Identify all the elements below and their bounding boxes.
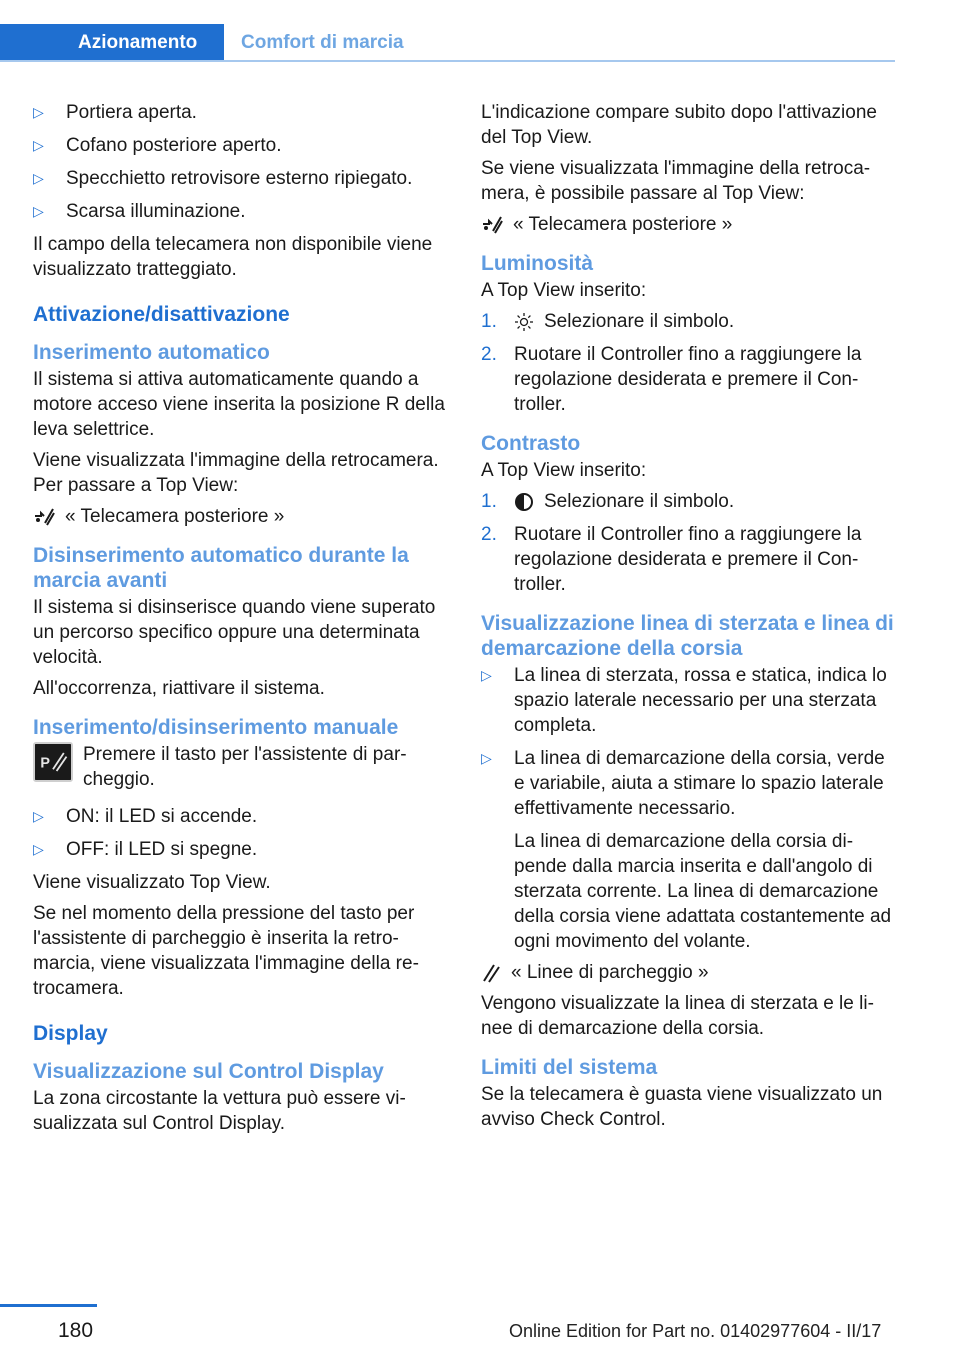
heading-visualizzazione: Visualizzazione sul Control Display [33,1060,384,1083]
triangle-bullet-icon: ▷ [33,170,44,186]
triangle-bullet-icon: ▷ [481,667,492,683]
brightness-icon [514,312,534,332]
triangle-bullet-icon: ▷ [481,750,492,766]
paragraph: La zona circostante la vettura può essere visualizzata sul Control Display. [33,1088,406,1134]
list-item: ▷ Cofano posteriore aperto. [33,135,282,156]
paragraph: Viene visualizzato Top View. [33,872,271,893]
triangle-bullet-icon: ▷ [33,203,44,219]
paragraph: Se nel momento della pressione del tasto per l'assistente di parcheggio è inserita la retromarcia, viene visualizzata l'immagine della retrocamera. [33,903,419,999]
triangle-bullet-icon: ▷ [33,104,44,120]
heading-display: Display [33,1022,108,1045]
triangle-bullet-icon: ▷ [33,808,44,824]
rear-camera-icon [33,507,55,527]
menu-path: « Telecamera posteriore » [33,504,453,529]
rear-camera-icon [481,215,503,235]
list-item: ▷ La linea di demarcazione della corsia, verde e variabile, aiuta a stimare lo spazio laterale effettivamente necessario. [481,748,885,819]
list-item: 1. Selezionare il simbolo. [481,491,735,512]
list-item: ▷ Specchietto retrovisore esterno ripiegato. [33,168,413,189]
menu-path: « Telecamera posteriore » [481,212,899,237]
header-divider [0,60,895,62]
section-tab-comfort[interactable]: Comfort di marcia [241,32,404,53]
heading-luminosita: Luminosità [481,252,594,275]
list-item: ▷ OFF: il LED si spegne. [33,839,258,860]
triangle-bullet-icon: ▷ [33,137,44,153]
list-item: ▷ Portiera aperta. [33,102,197,123]
heading-linea-sterzata: Visualizzazione linea di sterzata e linea di demarcazione della corsia [481,612,894,660]
list-item: 2. Ruotare il Controller fino a raggiungere la regolazione desiderata e premere il Controller. [481,344,862,415]
heading-inserimento-manuale: Inserimento/disinserimento manuale [33,716,399,739]
paragraph: Viene visualizzata l'immagine della retrocamera. Per passare a Top View: [33,450,439,496]
section-tab-azionamento[interactable]: Azionamento [0,24,224,61]
park-assist-button-icon [33,742,73,782]
paragraph: A Top View inserito: [481,280,647,301]
page-number: 180 [58,1319,94,1342]
list-item: 1. Selezionare il simbolo. [481,311,735,332]
paragraph: Vengono visualizzate la linea di sterzata e le linee di demarcazione della corsia. [481,993,874,1039]
page-header [0,0,960,64]
list-item: ▷ Scarsa illuminazione. [33,201,246,222]
left-column [33,100,453,1142]
paragraph: Se la telecamera è guasta viene visualizzato un avviso Check Control. [481,1084,883,1130]
park-assist-button-row: P Premere il tasto per l'assistente di parcheggio. [33,742,453,792]
list-item: ▷ La linea di sterzata, rossa e statica, indica lo spazio laterale necessario per una sterzata completa. [481,665,887,736]
paragraph: La linea di demarcazione della corsia dipende dalla marcia inserita e dall'angolo di sterzata corrente. La linea di demarcazione della corsia viene adattata costantemente ad ogni movimento del volante. [514,831,892,952]
heading-attivazione: Attivazione/disattivazione [33,303,290,326]
paragraph: Il sistema si disinserisce quando viene superato un percorso specifico oppure una determinata velocità. [33,597,436,668]
heading-inserimento-automatico: Inserimento automatico [33,341,270,364]
heading-contrasto: Contrasto [481,432,581,455]
paragraph: A Top View inserito: [481,460,647,481]
heading-disinserimento-automatico: Disinserimento automatico durante la marcia avanti [33,544,409,592]
paragraph: Il campo della telecamera non disponibile viene visualizzato tratteggiato. [33,234,433,280]
right-column [481,100,899,1138]
menu-path: « Linee di parcheggio » [481,960,899,985]
triangle-bullet-icon: ▷ [33,841,44,857]
paragraph: All'occorrenza, riattivare il sistema. [33,678,325,699]
paragraph: Il sistema si attiva automaticamente quando a motore acceso viene inserita la posizione R della leva selettrice. [33,369,445,440]
contrast-icon [514,492,534,512]
parking-lines-icon [481,963,501,983]
paragraph: L'indicazione compare subito dopo l'attivazione del Top View. [481,102,877,148]
list-item: 2. Ruotare il Controller fino a raggiungere la regolazione desiderata e premere il Controller. [481,524,862,595]
paragraph: Se viene visualizzata l'immagine della retrocamera, è possibile passare al Top View: [481,158,871,204]
list-item: ▷ ON: il LED si accende. [33,806,258,827]
footer-divider [0,1304,97,1307]
svg-text:P: P [40,755,51,772]
edition-text: Online Edition for Part no. 01402977604 - II/17 [509,1321,882,1341]
heading-limiti: Limiti del sistema [481,1056,658,1079]
